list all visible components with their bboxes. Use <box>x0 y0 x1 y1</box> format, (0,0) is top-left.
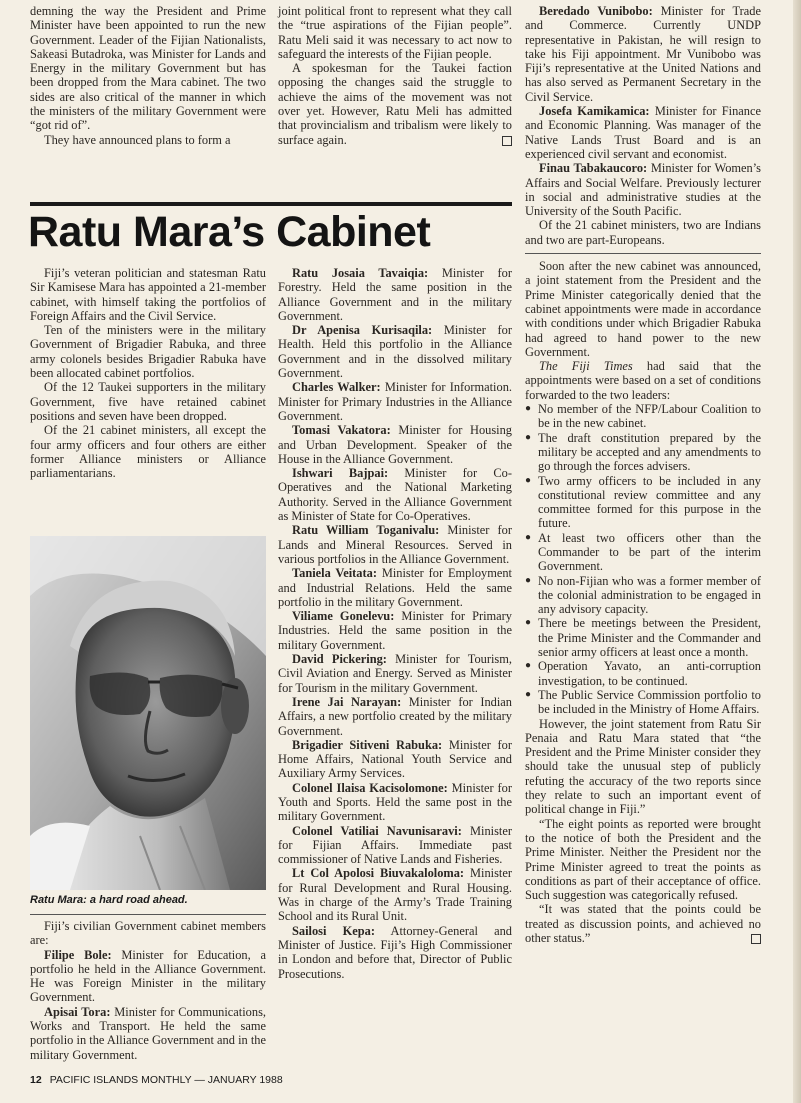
minister-name: Brigadier Sitiveni Rabuka: <box>292 737 443 752</box>
minister-text: Minister for Housing and Urban Development. Speaker of the House in the Alliance Government. <box>278 423 512 466</box>
minister-name: Sailosi Kepa: <box>292 923 375 938</box>
paragraph <box>525 359 761 402</box>
paragraph <box>278 61 512 147</box>
paragraph: “The eight points as reported were brought to the notice of both the President and the Prime Minister. Neither the President nor the Prime Minister agreed to treat the points as conditions as part of their acceptance of office. Such suggestion was categorically refused. <box>525 816 761 903</box>
minister-text: Minister for Information. Minister for Primary Industries in the Alliance Government. <box>278 380 512 423</box>
minister-name: Josefa Kamikamica: <box>539 104 650 119</box>
publication-line: PACIFIC ISLANDS MONTHLY — JANUARY 1988 <box>49 1074 283 1086</box>
minister-name: Lt Col Apolosi Biuvakaloloma: <box>292 866 465 881</box>
end-mark-icon <box>751 934 761 944</box>
paragraph: joint political front to represent what they call the “true aspirations of the Fijian people”. Ratu Meli said it was necessary to act now to safeguard the interests of the Fijian people. <box>278 4 512 61</box>
minister-text: Minister for Rural Development and Rural Housing. Was in charge of the Army’s Trade Training School and its Rural Unit. <box>278 866 512 924</box>
minister-name: Viliame Gonelevu: <box>292 609 395 624</box>
minister-text: Minister for Employment and Industrial Relations. Held the same portfolio in the military Government. <box>278 566 512 609</box>
minister-name: Charles Walker: <box>292 380 381 395</box>
minister-name: Irene Jai Narayan: <box>292 694 402 709</box>
list-item: ● There be meetings between the President, the Prime Minister and the Commander and senior army officers at least once a month. <box>525 616 761 659</box>
minister-entry <box>278 738 512 781</box>
minister-name: David Pickering: <box>292 652 387 667</box>
minister-name: Dr Apenisa Kurisaqila: <box>292 323 433 338</box>
minister-name: Ratu William Toganivalu: <box>292 523 440 538</box>
minister-entry <box>278 566 512 609</box>
paragraph: Of the 21 cabinet ministers, all except the four army officers and four others are either former Alliance ministers or Alliance parliamentarians. <box>30 423 266 481</box>
paragraph: Of the 12 Taukei supporters in the military Government, five have retained cabinet positions and seven have been dropped. <box>30 380 266 423</box>
top-column-1 <box>30 4 266 147</box>
publication-title: The Fiji Times <box>539 359 633 374</box>
paragraph-text: “It was stated that the points could be treated as discussion points, and achieved no other status.” <box>525 902 761 945</box>
headline-rule <box>30 202 512 206</box>
minister-text: Minister for Forestry. Held the same position in the Alliance Government and in the military Government. <box>278 266 512 323</box>
paragraph: Fiji’s veteran politician and statesman Ratu Sir Kamisese Mara has appointed a 21-member cabinet, with himself taking the portfolios of Foreign Affairs and the Civil Service. <box>30 266 266 323</box>
minister-name: Ishwari Bajpai: <box>292 466 389 481</box>
minister-text: Minister for Lands and Mineral Resources. Served in various portfolios in the Alliance Government. <box>278 523 512 566</box>
list-item: ● Operation Yavato, an anti-corruption investigation, to be continued. <box>525 659 761 688</box>
minister-entry <box>278 824 512 867</box>
minister-entry <box>278 695 512 738</box>
minister-entry <box>278 466 512 523</box>
minister-text: Minister for Health. Held this portfolio in the Alliance Government and in the dissolved military Government. <box>278 323 512 381</box>
page-number: 12 <box>30 1074 42 1086</box>
caption-rule <box>30 914 266 915</box>
list-item: ● No non-Fijian who was a former member of the colonial administration to be engaged in any advisory capacity. <box>525 574 761 617</box>
paragraph: demning the way the President and Prime Minister have been appointed to run the new Government. Leader of the Fijian Nationalists, Sakeasi Butadroka, was Minister for Lands and Energy in the military Government but has been dropped from the Mara cabinet. The two sides are also critical of the manner in which the ministers of the military Government were “got rid of”. <box>30 4 266 133</box>
minister-text: Minister for Communications, Works and Transport. He held the same portfolio in the Alliance Government and in the military Government. <box>30 1004 266 1062</box>
list-item: ● At least two officers other than the Commander to be part of the interim Government. <box>525 531 761 574</box>
minister-name: Colonel Ilaisa Kacisolomone: <box>292 780 448 795</box>
minister-text: Minister for Home Affairs, National Youth Service and Auxiliary Army Services. <box>278 737 512 781</box>
paragraph <box>525 902 761 945</box>
minister-entry <box>278 781 512 824</box>
minister-text: Minister for Primary Industries. Held the same position in the military Government. <box>278 609 512 652</box>
minister-name: Taniela Veitata: <box>292 566 377 581</box>
minister-name: Ratu Josaia Tavaiqia: <box>292 266 429 280</box>
minister-text: Minister for Tourism, Civil Aviation and Energy. Served as Minister for Tourism in the military Government. <box>278 652 512 695</box>
list-item: ● The draft constitution prepared by the military be accepted and any amendments to go through the forces advisers. <box>525 431 761 474</box>
end-mark-icon <box>502 136 512 146</box>
paragraph: Soon after the new cabinet was announced, a joint statement from the President and the Prime Minister categorically denied that the cabinet appointments were made in accordance with conditions under which Brigadier Rabuka had agreed to hand power to the new Government. <box>525 259 761 359</box>
minister-entry <box>30 948 266 1005</box>
page-edge <box>793 0 801 1103</box>
minister-text: Minister for Youth and Sports. Held the same post in the military Government. <box>278 780 512 824</box>
minister-text: Minister for Education, a portfolio he held in the Alliance Government. He was Foreign Minister in the military Government. <box>30 947 266 1005</box>
minister-entry <box>278 323 512 380</box>
minister-entry <box>278 523 512 566</box>
paragraph: Fiji’s civilian Government cabinet members are: <box>30 919 266 948</box>
ministers-column <box>278 266 512 981</box>
intro-column <box>30 266 266 480</box>
minister-entry <box>278 423 512 466</box>
minister-text: Minister for Indian Affairs, a new portfolio created by the military Government. <box>278 694 512 738</box>
minister-name: Beredado Vunibobo: <box>539 4 653 18</box>
portrait-photo <box>30 536 266 890</box>
minister-entry <box>30 1005 266 1062</box>
civilian-column <box>30 919 266 1062</box>
minister-entry <box>278 924 512 981</box>
paragraph-text: A spokesman for the Taukei faction opposing the changes said the struggle to achieve the aims of the movement was not over yet. However, Ratu Meli has admitted that provincialism and tribalism were likely to surface again. <box>278 61 512 147</box>
right-column <box>525 4 761 945</box>
article-headline: Ratu Mara’s Cabinet <box>28 208 431 256</box>
paragraph: Of the 21 cabinet ministers, two are Indians and two are part-Europeans. <box>525 218 761 247</box>
photo-caption: Ratu Mara: a hard road ahead. <box>30 894 188 906</box>
minister-name: Finau Tabakaucoro: <box>539 161 648 176</box>
section-rule <box>525 253 761 254</box>
minister-entry <box>525 4 761 104</box>
minister-entry <box>278 380 512 423</box>
portrait-image <box>30 536 266 890</box>
page-footer <box>30 1074 283 1086</box>
minister-name: Apisai Tora: <box>44 1004 111 1019</box>
paragraph: They have announced plans to form a <box>44 132 231 147</box>
minister-name: Colonel Vatiliai Navunisaravi: <box>292 823 462 838</box>
minister-name: Filipe Bole: <box>44 947 112 962</box>
top-column-2 <box>278 4 512 147</box>
minister-entry <box>525 104 761 161</box>
minister-name: Tomasi Vakatora: <box>292 423 391 438</box>
minister-text: Minister for Women’s Affairs and Social Welfare. Previously lecturer in social and administrative studies at the University of the South Pacific. <box>525 161 761 219</box>
list-item: ● Two army officers to be included in any constitutional review committee and any committee formed for this purpose in the future. <box>525 474 761 531</box>
minister-text: Minister for Co-Operatives and the National Marketing Authority. Served in the Alliance Government as Minister of State for Co-Operatives. <box>278 466 512 524</box>
minister-text: Attorney-General and Minister of Justice. Fiji’s High Commissioner in London and before that, Director of Public Prosecutions. <box>278 923 512 981</box>
minister-entry <box>278 652 512 695</box>
minister-entry <box>525 161 761 218</box>
conditions-list <box>525 402 761 717</box>
list-item: ● The Public Service Commission portfolio to be included in the Ministry of Home Affairs. <box>525 688 761 717</box>
list-item: ● No member of the NFP/Labour Coalition to be in the new cabinet. <box>525 402 761 431</box>
minister-entry <box>278 266 512 323</box>
minister-entry <box>278 866 512 923</box>
paragraph: Ten of the ministers were in the military Government of Brigadier Rabuka, and three army colonels besides Brigadier Rabuka have been allocated cabinet portfolios. <box>30 323 266 381</box>
minister-entry <box>278 609 512 652</box>
paragraph-text: had said that the appointments were based on a set of conditions forwarded to the two leaders: <box>525 359 761 402</box>
minister-text: Minister for Fijian Affairs. Immediate past commissioner of Native Lands and Fisheries. <box>278 823 512 867</box>
minister-text: Minister for Finance and Economic Planning. Was manager of the Native Lands Trust Board and is an experienced civil servant and economist. <box>525 104 761 161</box>
paragraph: However, the joint statement from Ratu Sir Penaia and Ratu Mara stated that “the President and the Prime Minister consider they should take the unusual step of publicly refuting the accuracy of the two reports since they relate to such an important event of political change in Fiji.” <box>525 716 761 817</box>
minister-text: Minister for Trade and Commerce. Currently UNDP representative in Pakistan, he will resign to take his Fiji appointment. Mr Vunibobo was Fiji’s representative at the United Nations and has also served as Permanent Secretary in the Civil Service. <box>525 4 761 104</box>
